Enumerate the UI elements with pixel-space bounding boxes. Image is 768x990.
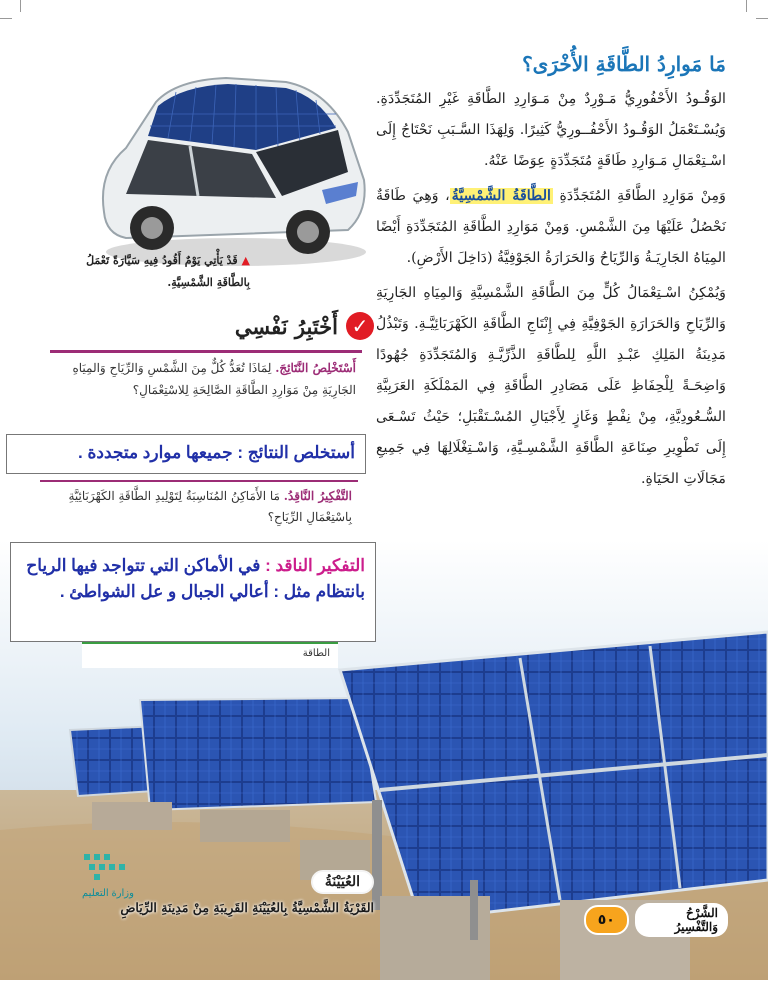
page-number: ٥٠ [584,905,629,935]
paragraph-electric-energy: وَيُمْكِنُ اسْـتِعْمَالُ كُلٍّ مِنَ الطَّاقَةِ الشَّمْسِيَّةِ وَالمِيَاهِ الجَارِيَةِ وَالرِّيَاحِ وَالحَرَارَةِ الجَوْفِيَّةِ فِي إِنْتَاجِ الطَّاقَةِ الكَهْرَبَائِيَّـةِ. وَتَبْذُلُ مَدِينَةُ المَلِكِ عَبْـدِ اللَّهِ لِلطَّاقَةِ الذَّرِّيَّـةِ وَالمُتَجَدِّدَةِ جُهُودًا وَاضِحَـةً لِلْحِفَاظِ عَلَى مَصَادِرِ الطَّاقَةِ فِي المَمْلَكَةِ العَرَبِيَّةِ السُّـعُودِيَّةِ، مِنْ نِفْطٍ وَغَازٍ لِأَجْيَالِ المُسْـتَقْبَلِ؛ حَيْثُ تَسْـعَى إِلَى تَطْوِيرِ صِنَاعَةِ الطَّاقَةِ الشَّمْسِـيَّةِ، وَاسْـتِغْلَالِهَا فِي جَمِيعِ مَجَالَاتِ الحَيَاةِ. [376,285,726,487]
answer-critical-label: التفكير الناقد : [260,556,365,575]
section-title: مَا مَوارِدُ الطَّاقَةِ الأُخْرَى؟ [522,52,726,76]
test-yourself-heading [216,312,374,340]
paragraph-renewable [376,181,726,274]
question-conclude-label: أَسْتَخْلِصُ النَّتَائِجَ. [275,361,356,375]
photo-caption-text: القَرْيَةُ الشَّمْسِيَّةُ بِالعُيَيْنَةِ القَرِيبَةِ مِنْ مَدِينَةِ الرِّيَاضِ [120,900,374,915]
solar-car-image [86,62,376,274]
highlight-solar-energy: الطَّاقَةُ الشَّمْسِيَّةُ [451,188,551,204]
photo-caption [60,870,374,915]
question-conclude [50,350,362,422]
crop-mark [0,18,12,19]
question-critical-label: التَّفْكِيرُ النَّاقِدُ. [283,489,352,503]
partial-green-box: الطاقة [82,642,338,668]
answer-critical-box [10,542,376,642]
answer-conclude-box: أستخلص النتائج : جميعها موارد متجددة . [6,434,366,474]
question-critical-thinking [40,480,358,528]
photo-label-pill: العُيَيْنَةُ [311,870,374,894]
paragraph-fossil-fuel: الوَقُـودُ الأَحْفُورِيُّ مَـوْرِدٌ مِنْ مَـوَارِدِ الطَّاقَةِ غَيْرِ المُتَجَدِّدَةِ. وَيُسْـتَعْمَلُ الوَقُـودُ الأَحْفُــورِيُّ كَثِيرًا. وَلِهَذَا السَّـبَبِ نَحْتَاجُ إِلَى اسْـتِعْمَالِ مَـوَارِدِ طَاقَةٍ مُتَجَدِّدَةٍ عِوَضًا عَنْهُ. [376,91,726,169]
logo-text: وزارة التعليم [82,888,134,899]
caption-triangle-icon: ▲ [241,254,250,267]
crop-mark [756,18,768,19]
checkmark-icon: ✓ [346,312,374,340]
paragraph-renewable-end: ، وَهِيَ طَاقَةٌ نَحْصُلُ عَلَيْهَا مِنَ الشَّمْسِ. وَمِنْ مَوَارِدِ الطَّاقَةِ المُتَجَدِّدَةِ أَيْضًا المِيَاهُ الجَارِيَـةُ وَالرِّيَاحُ وَالحَرَارَةُ الجَوْفِيَّةُ (دَاخِلَ الأَرْضِ). [376,188,726,266]
question-critical-text: مَا الأَمَاكِنُ المُنَاسِبَةُ لِتَوْلِيدِ الطَّاقَةِ الكَهْرَبَائِيَّةِ بِاسْتِعْمَالِ الرِّيَاحِ؟ [68,489,352,524]
car-caption [60,250,250,294]
test-yourself-title: أَخْتَبِرُ نَفْسِي [234,313,338,339]
question-conclude-text: لِمَاذَا تُعَدُّ كُلٌّ مِنَ الشَّمْسِ وَالرِّيَاحِ وَالمِيَاهِ الجَارِيَةِ مِنْ مَوَارِدِ الطَّاقَةِ الصَّالِحَةِ لِلاسْتِعْمَالِ؟ [72,361,356,397]
car-caption-text: قَدْ يَأْتِي يَوْمٌ أَقُودُ فِيهِ سَيَّارَةً تَعْمَلُ بِالطَّاقَةِ الشَّمْسِيَّةِ. [86,254,250,289]
footer-section-label: الشَّرْحُ وَالتَّفْسِيرُ [635,903,728,937]
article-column [376,52,726,499]
page-footer [584,906,728,934]
paragraph-renewable-start: وَمِنْ مَوَارِدِ الطَّاقَةِ المُتَجَدِّدَةِ [552,188,726,204]
answer-critical-text: في الأماكن التي تتواجد فيها الرياح بانتظام مثل : أعالي الجبال و عل الشواطئ . [26,556,365,601]
crop-mark [20,0,21,12]
crop-mark [746,0,747,12]
